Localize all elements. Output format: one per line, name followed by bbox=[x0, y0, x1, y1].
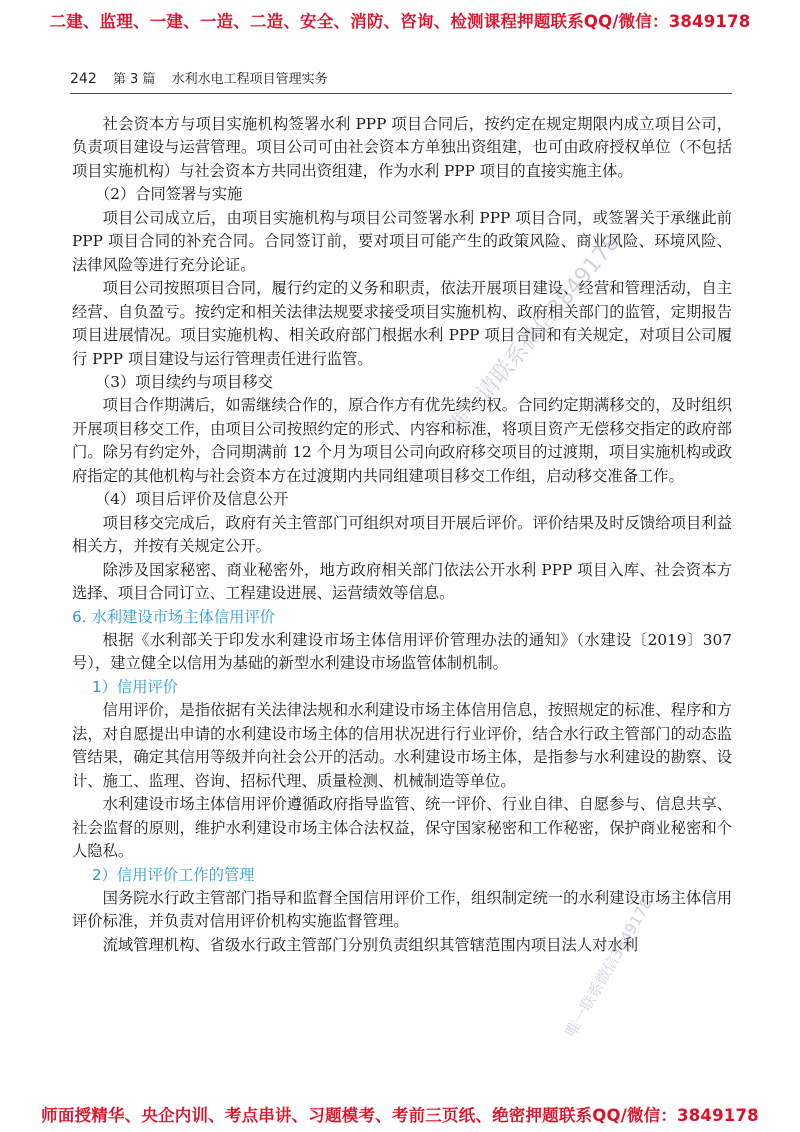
body-paragraph: 项目公司成立后，由项目实施机构与项目公司签署水利 PPP 项目合同，或签署关于承继此前 PPP 项目合同的补充合同。合同签订前，要对项目可能产生的政策风险、商业风险、环境风险、法律风险等进行充分论证。 bbox=[72, 208, 732, 274]
body-paragraph: 流域管理机构、省级水行政主管部门分别负责组织其管辖范围内项目法人对水利 bbox=[102, 935, 638, 954]
body-paragraph: 社会资本方与项目实施机构签署水利 PPP 项目合同后，按约定在规定期限内成立项目公司，负责项目建设与运营管理。项目公司可由社会资本方单独出资组建，也可由政府授权单位（不包括项目实施机构）与社会资本方共同出资组建，作为水利 PPP 项目的直接实施主体。 bbox=[72, 115, 732, 180]
subheading-post-evaluation: （4）项目后评价及信息公开 bbox=[94, 490, 289, 509]
subsection-heading-evaluation-management: 2）信用评价工作的管理 bbox=[91, 865, 255, 884]
body-paragraph: 根据《水利部关于印发水利建设市场主体信用评价管理办法的通知》（水建设〔2019〕307 号），建立健全以信用为基础的新型水利建设市场监管体制机制。 bbox=[72, 630, 732, 673]
book-title: 水利水电工程项目管理实务 bbox=[171, 72, 328, 87]
body-paragraph: 水利建设市场主体信用评价遵循政府指导监管、统一评价、行业自律、自愿参与、信息共享、社会监督的原则，维护水利建设市场主体合法权益，保守国家秘密和工作秘密，保护商业秘密和个人隐私。 bbox=[72, 795, 732, 861]
body-paragraph: 项目移交完成后，政府有关主管部门可组织对项目开展后评价。评价结果及时反馈给项目利益相关方，并按有关规定公开。 bbox=[72, 513, 732, 556]
subheading-contract-signing: （2）合同签署与实施 bbox=[94, 185, 243, 204]
top-contact-banner: 二建、监理、一建、一造、二造、安全、消防、咨询、检测课程押题联系QQ/微信：3849178 bbox=[49, 12, 751, 31]
watermark-text: 唯一请联系微信3849178 bbox=[443, 230, 625, 440]
bottom-contact-banner: 师面授精华、央企内训、考点串讲、习题模考、考前三页纸、绝密押题联系QQ/微信：3849178 bbox=[41, 1106, 759, 1125]
section-heading-credit-evaluation: 6. 水利建设市场主体信用评价 bbox=[72, 607, 276, 626]
subsection-heading-credit-evaluation: 1）信用评价 bbox=[91, 677, 179, 696]
watermark-text: 唯一联系微信3849178 bbox=[561, 895, 656, 1040]
page-body bbox=[72, 113, 732, 957]
body-paragraph: 项目公司按照项目合同，履行约定的义务和职责，依法开展项目建设、经营和管理活动，自主经营、自负盈亏。按约定和相关法律法规要求接受项目实施机构、政府相关部门的监管，定期报告项目进展情况。项目实施机构、相关政府部门根据水利 PPP 项目合同和有关规定，对项目公司履行 PPP 项目建设与运行管理责任进行监管。 bbox=[72, 279, 732, 368]
page-number: 242 bbox=[70, 71, 97, 87]
body-paragraph: 信用评价，是指依据有关法律法规和水利建设市场主体信用信息，按照规定的标准、程序和方法，对自愿提出申请的水利建设市场主体的信用状况进行行业评价，结合水行政主管部门的动态监管结果，确定其信用等级并向社会公开的活动。水利建设市场主体，是指参与水利建设的勘察、设计、施工、监理、咨询、招标代理、质量检测、机械制造等单位。 bbox=[72, 701, 732, 790]
subheading-renewal-transfer: （3）项目续约与项目移交 bbox=[94, 372, 273, 391]
part-label: 第 3 篇 bbox=[112, 72, 156, 87]
body-paragraph: 国务院水行政主管部门指导和监督全国信用评价工作，组织制定统一的水利建设市场主体信用评价标准，并负责对信用评价机构实施监督管理。 bbox=[72, 888, 732, 931]
header-rule bbox=[70, 93, 732, 94]
body-paragraph: 项目合作期满后，如需继续合作的，原合作方有优先续约权。合同约定期满移交的，及时组织开展项目移交工作，由项目公司按照约定的形式、内容和标准，将项目资产无偿移交指定的政府部门。除另有约定外，合同期满前 12 个月为项目公司向政府移交项目的过渡期，项目实施机构或政府指定的其他机构与社会资本方在过渡期内共同组建项目移交工作组，启动移交准备工作。 bbox=[72, 396, 732, 485]
page-header bbox=[70, 68, 730, 87]
body-paragraph: 除涉及国家秘密、商业秘密外，地方政府相关部门依法公开水利 PPP 项目入库、社会资本方选择、项目合同订立、工程建设进展、运营绩效等信息。 bbox=[72, 560, 732, 603]
